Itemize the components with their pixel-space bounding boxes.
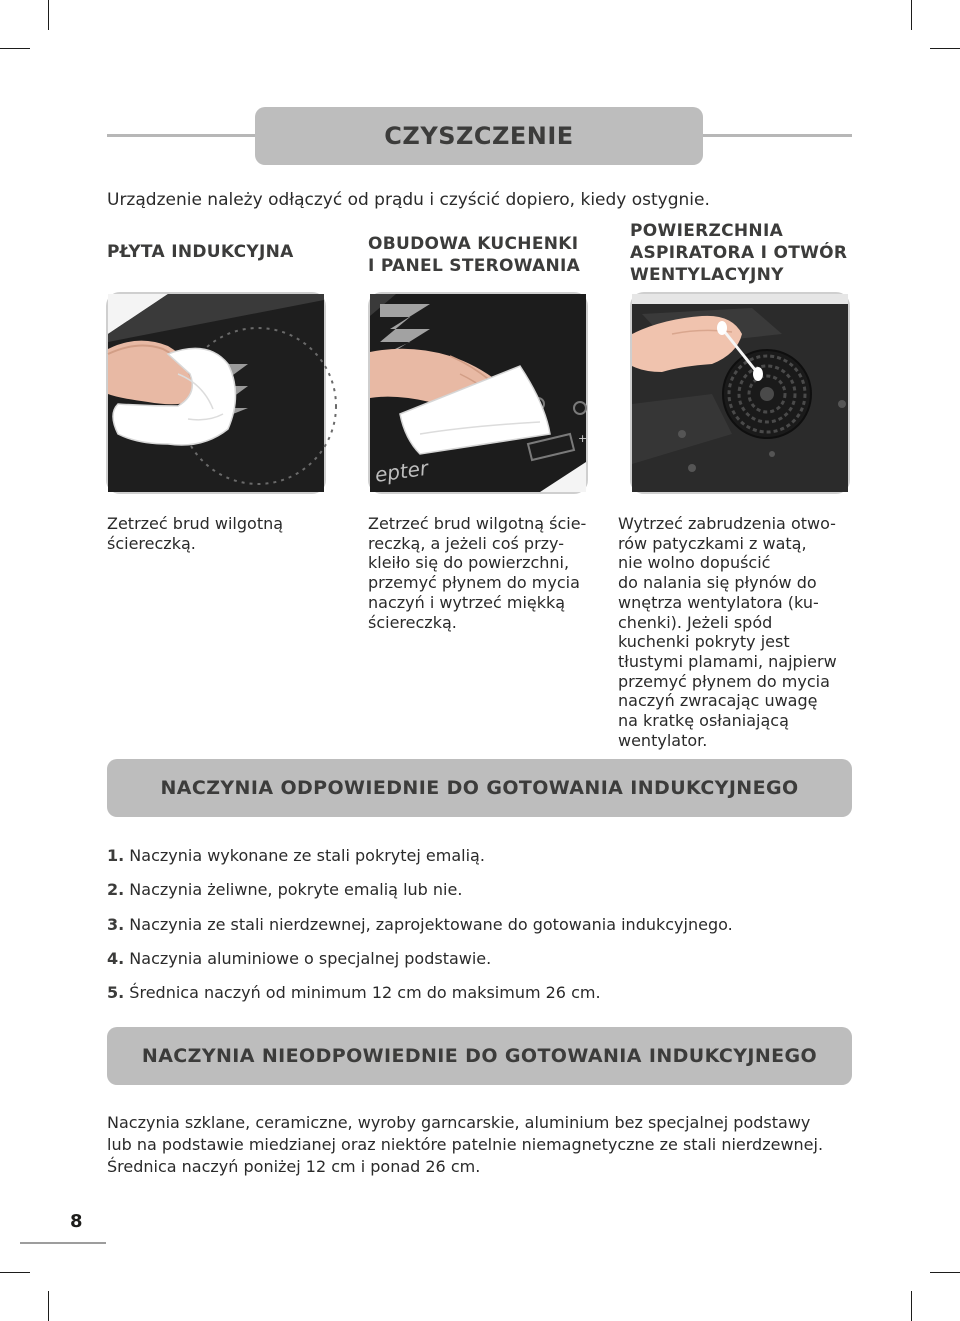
photo-panel-cleaning bbox=[368, 292, 588, 494]
photo-hob-cleaning bbox=[106, 292, 326, 494]
crop-mark bbox=[48, 0, 49, 30]
column-description-vent: Wytrzeć zabrudzenia otwo- rów patyczkami z watą, nie wolno dopuścić do nalania się płynów do wnętrza wentylatora (ku- chenki). Jeżeli spód kuchenki pokryty jest tłustymi plamami, najpierw przemyć płynem do mycia naczyń zwracając uwagę na kratkę osłaniającą wentylator. bbox=[618, 514, 837, 750]
column-description-housing: Zetrzeć brud wilgotną ście- reczką, a jeżeli coś przy- kleiło się do powierzchni, przemyć płynem do mycia naczyń i wytrzeć miękką ściereczką. bbox=[368, 514, 587, 632]
induction-hob-wiping-icon bbox=[108, 294, 324, 492]
suitable-cookware-list bbox=[107, 845, 733, 1016]
list-item: 5. Średnica naczyń od minimum 12 cm do maksimum 26 cm. bbox=[107, 983, 601, 1003]
crop-mark bbox=[911, 1291, 912, 1321]
list-item: 1. Naczynia wykonane ze stali pokrytej emalią. bbox=[107, 846, 485, 865]
list-item: 3. Naczynia ze stali nierdzewnej, zaprojektowane do gotowania indukcyjnego. bbox=[107, 914, 733, 934]
crop-mark bbox=[930, 48, 960, 49]
suitable-cookware-title: NACZYNIA ODPOWIEDNIE DO GOTOWANIA INDUKCYJNEGO bbox=[160, 777, 799, 799]
column-heading-vent: POWIERZCHNIA ASPIRATORA I OTWÓR WENTYLACYJNY bbox=[630, 221, 848, 285]
crop-mark bbox=[911, 0, 912, 30]
column-heading-hob: PŁYTA INDUKCYJNA bbox=[107, 242, 294, 262]
crop-mark bbox=[0, 1272, 30, 1273]
unsuitable-cookware-banner bbox=[107, 1027, 852, 1085]
unsuitable-cookware-title: NACZYNIA NIEODPOWIEDNIE DO GOTOWANIA INDUKCYJNEGO bbox=[141, 1045, 818, 1067]
photo-vent-cleaning bbox=[630, 292, 850, 494]
suitable-cookware-banner bbox=[107, 759, 852, 817]
page-number-rule bbox=[20, 1242, 106, 1244]
crop-mark bbox=[0, 48, 30, 49]
brand-logo: epter bbox=[373, 455, 430, 487]
list-item: 4. Naczynia aluminiowe o specjalnej podstawie. bbox=[107, 948, 492, 968]
section-title-banner bbox=[255, 107, 703, 165]
intro-text: Urządzenie należy odłączyć od prądu i czyścić dopiero, kiedy ostygnie. bbox=[107, 190, 710, 210]
crop-mark bbox=[48, 1291, 49, 1321]
list-item: 2. Naczynia żeliwne, pokryte emalią lub nie. bbox=[107, 880, 463, 900]
column-heading-housing: OBUDOWA KUCHENKI I PANEL STEROWANIA bbox=[368, 234, 581, 276]
crop-mark bbox=[930, 1272, 960, 1273]
control-panel-wiping-icon bbox=[370, 294, 586, 492]
unsuitable-cookware-text: Naczynia szklane, ceramiczne, wyroby garncarskie, aluminium bez specjalnej podstawy lub na podstawie miedzianej oraz niektóre patelnie niemagnetyczne ze stali nierdzewnej. Średnica naczyń poniżej 12 cm i ponad 26 cm. bbox=[107, 1113, 824, 1176]
section-title: CZYSZCZENIE bbox=[384, 122, 574, 150]
page-number: 8 bbox=[70, 1211, 83, 1232]
svg-text:+: + bbox=[578, 432, 588, 445]
fan-vent-cleaning-icon bbox=[632, 294, 848, 492]
column-description-hob: Zetrzeć brud wilgotną ściereczką. bbox=[107, 514, 284, 553]
